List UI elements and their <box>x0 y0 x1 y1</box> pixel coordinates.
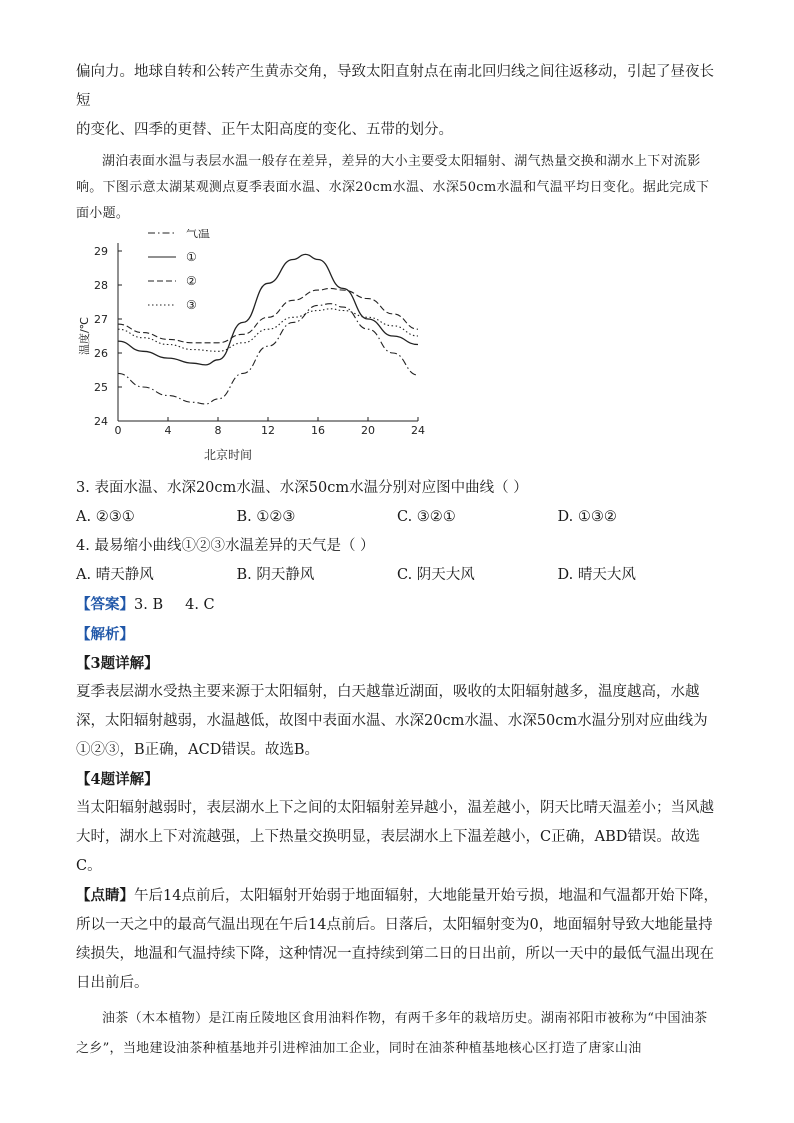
q4-option-c[interactable]: C. 阴天大风 <box>397 567 475 583</box>
passage-2: 油茶（木本植物）是江南丘陵地区食用油料作物，有两千多年的栽培历史。湖南祁阳市被称为“中国油茶之乡”，当地建设油茶种植基地并引进榨油加工企业，同时在油茶种植基地核心区打造了唐家山油 <box>76 1011 708 1056</box>
detail-3-label: 【3题详解】 <box>76 655 159 672</box>
y-tick-label: 24 <box>94 415 108 428</box>
answer-3: 3. B <box>134 597 164 613</box>
q3-option-d[interactable]: D. ①③② <box>557 509 617 525</box>
legend-label-2: ② <box>186 274 197 288</box>
temperature-chart <box>76 229 436 474</box>
series-line-3 <box>118 309 418 352</box>
y-tick-label: 29 <box>94 245 108 258</box>
x-tick-label: 16 <box>311 424 325 437</box>
q3-option-c[interactable]: C. ③②① <box>397 509 456 525</box>
intro-line-1: 偏向力。地球自转和公转产生黄赤交角，导致太阳直射点在南北回归线之间往返移动，引起了昼夜长短 <box>76 64 714 109</box>
q3-option-b[interactable]: B. ①②③ <box>236 509 296 525</box>
x-tick-label: 12 <box>261 424 275 437</box>
y-tick-label: 25 <box>94 381 108 394</box>
question-4-stem: 4. 最易缩小曲线①②③水温差异的天气是（ ） <box>76 538 375 554</box>
x-tick-label: 24 <box>411 424 425 437</box>
analysis-label: 【解析】 <box>76 626 134 643</box>
y-axis-label: 温度/℃ <box>78 316 91 356</box>
x-tick-label: 4 <box>164 424 172 437</box>
q4-option-a[interactable]: A. 晴天静风 <box>76 567 154 583</box>
q4-option-d[interactable]: D. 晴天大风 <box>557 567 636 583</box>
y-tick-label: 26 <box>94 347 108 360</box>
intro-line-2: 的变化、四季的更替、正午太阳高度的变化、五带的划分。 <box>76 122 453 138</box>
x-tick-label: 8 <box>214 424 222 437</box>
tip-label: 【点睛】 <box>76 887 134 904</box>
question-4-options <box>76 561 718 590</box>
answer-row <box>76 590 718 620</box>
q4-option-b[interactable]: B. 阴天静风 <box>236 567 315 583</box>
document-page <box>76 58 718 1064</box>
detail-4-text: 当太阳辐射越弱时，表层湖水上下之间的太阳辐射差异越小，温差越小，阴天比晴天温差小；当风越大时，湖水上下对流越强，上下热量交换明显，表层湖水上下温差越小，C正确，ABD错误。故选C。 <box>76 800 714 874</box>
legend-label-0: 气温 <box>186 229 211 240</box>
chart-svg <box>76 229 436 474</box>
question-3-stem: 3. 表面水温、水深20cm水温、水深50cm水温分别对应图中曲线（ ） <box>76 480 528 496</box>
answer-4: 4. C <box>185 597 215 613</box>
x-tick-label: 0 <box>114 424 122 437</box>
y-tick-label: 27 <box>94 313 108 326</box>
x-tick-label: 20 <box>361 424 375 437</box>
passage-1: 湖泊表面水温与表层水温一般存在差异，差异的大小主要受太阳辐射、湖气热量交换和湖水上下对流影响。下图示意太湖某观测点夏季表面水温、水深20cm水温、水深50cm水温和气温平均日变化。据此完成下面小题。 <box>76 154 710 221</box>
answer-label: 【答案】 <box>76 596 134 613</box>
series-line-0 <box>118 304 418 404</box>
tip-text: 午后14点前后，太阳辐射开始弱于地面辐射，大地能量开始亏损，地温和气温都开始下降，所以一天之中的最高气温出现在午后14点前后。日落后，太阳辐射变为0，地面辐射导致大地能量持续损失，地温和气温持续下降，这种情况一直持续到第二日的日出前，所以一天中的最低气温出现在日出前后。 <box>76 888 718 991</box>
y-tick-label: 28 <box>94 279 108 292</box>
tip-paragraph <box>76 881 718 998</box>
detail-4-label: 【4题详解】 <box>76 771 159 788</box>
question-3-options <box>76 503 718 532</box>
legend-label-3: ③ <box>186 298 197 312</box>
series-line-2 <box>118 288 418 342</box>
series-line-1 <box>118 254 418 365</box>
q3-option-a[interactable]: A. ②③① <box>76 509 135 525</box>
legend-label-1: ① <box>186 250 197 264</box>
x-axis-label: 北京时间 <box>203 448 253 462</box>
detail-3-text: 夏季表层湖水受热主要来源于太阳辐射，白天越靠近湖面，吸收的太阳辐射越多，温度越高，水越深，太阳辐射越弱，水温越低，故图中表面水温、水深20cm水温、水深50cm水温分别对应曲线为①②③，B正确，ACD错误。故选B。 <box>76 684 708 758</box>
